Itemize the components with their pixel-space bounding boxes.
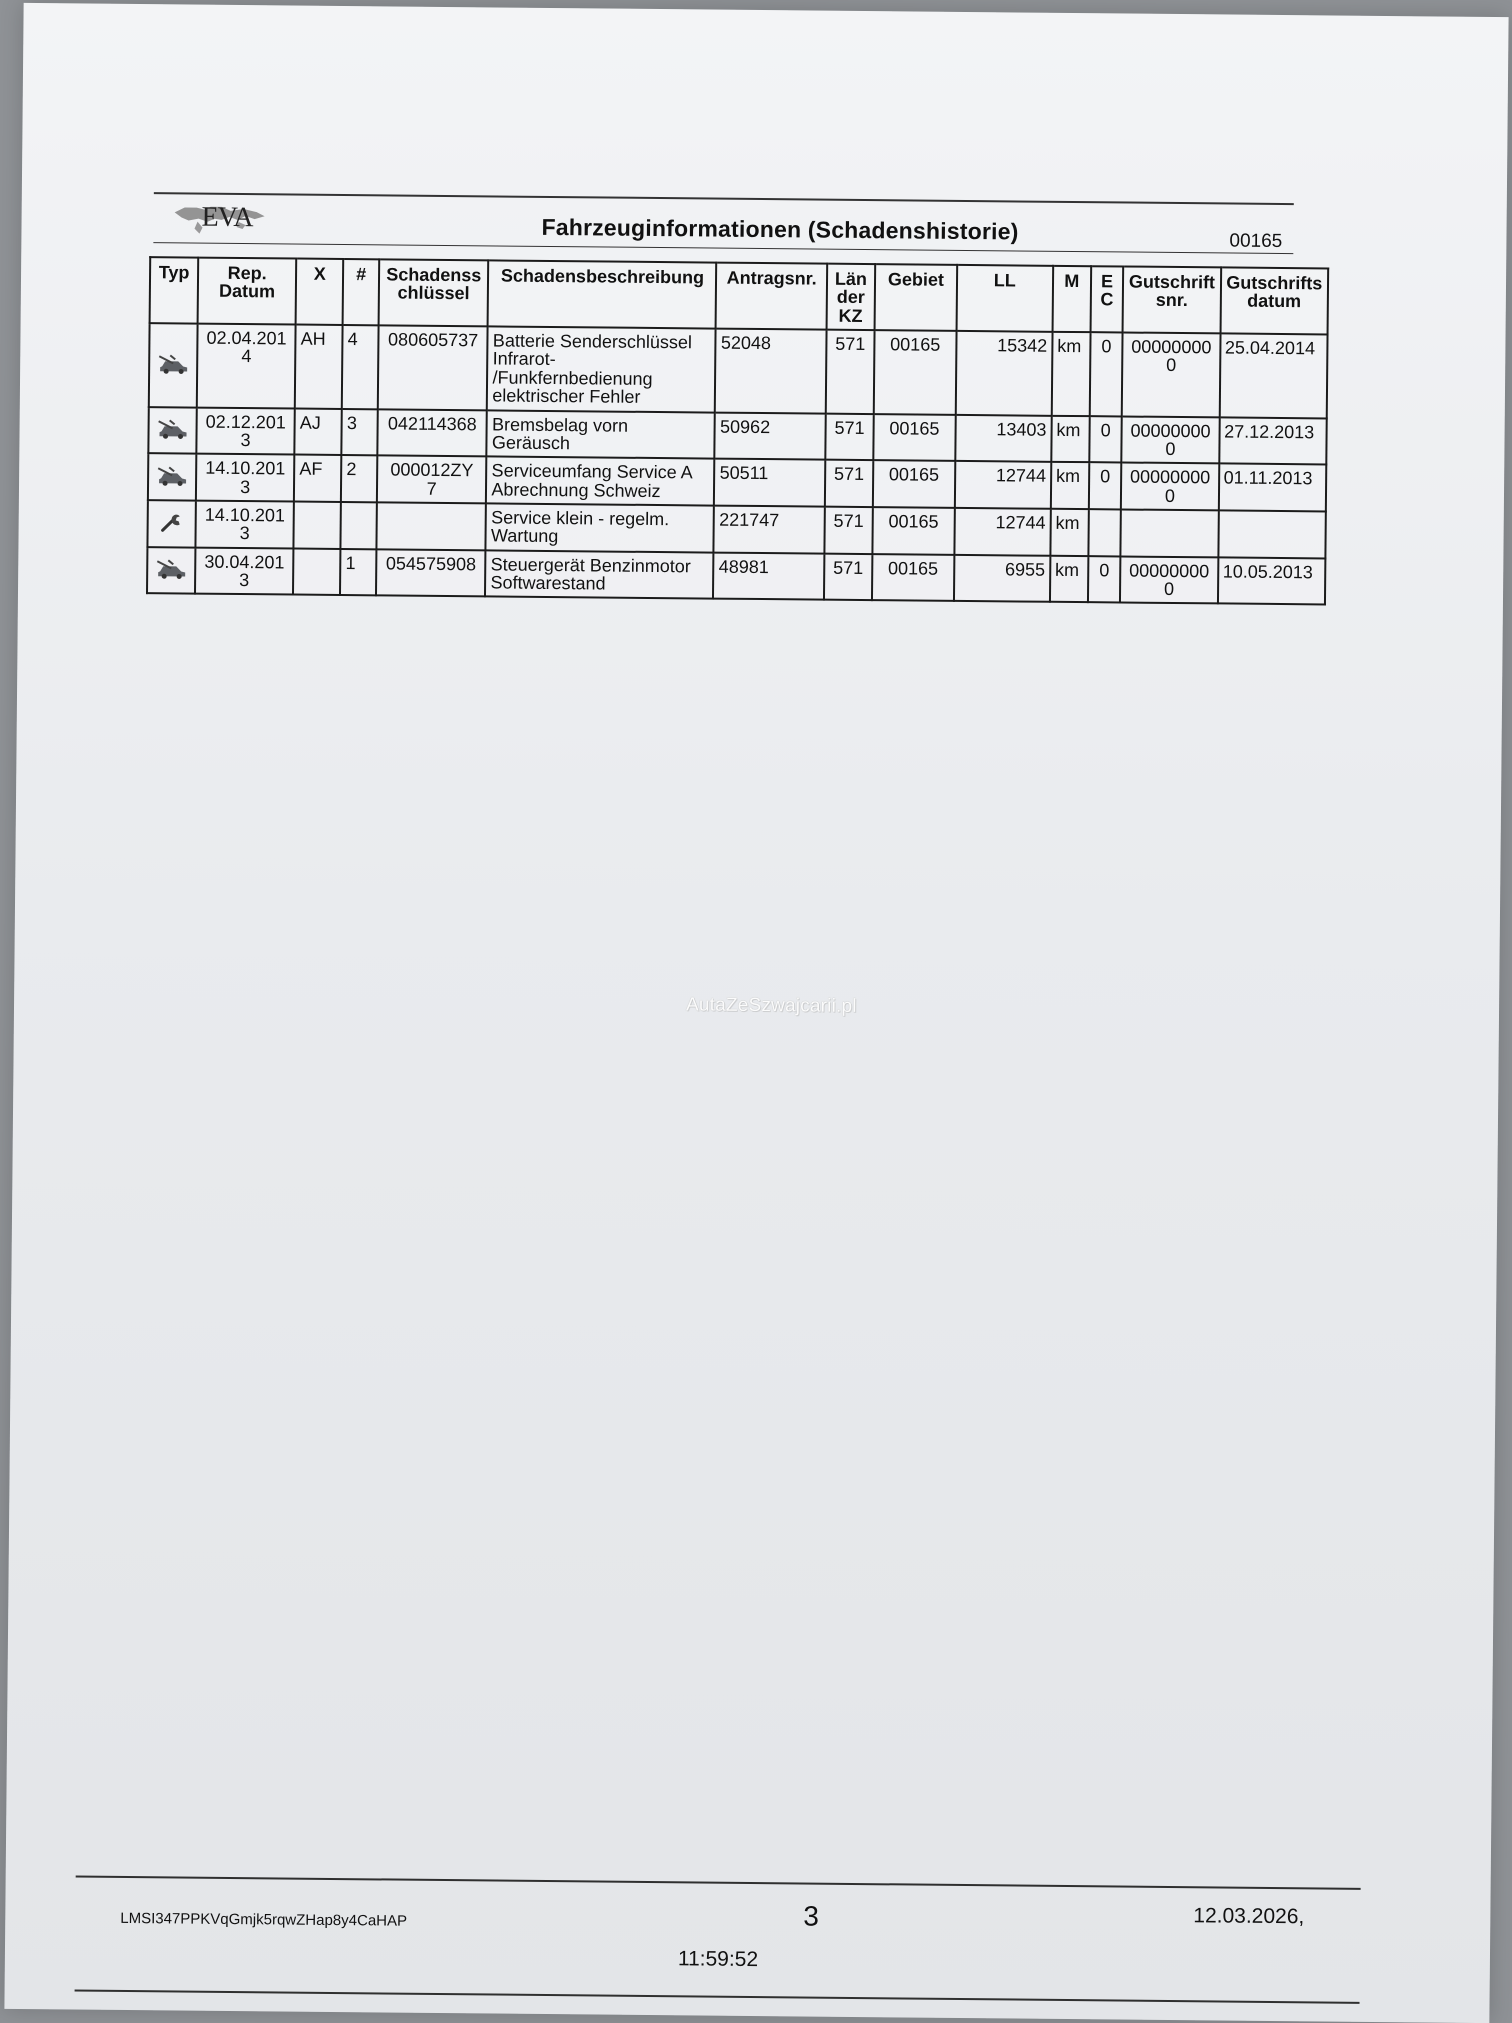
ll-cell: 13403 bbox=[955, 414, 1052, 462]
gebiet-cell: 00165 bbox=[872, 507, 954, 555]
laender-kz-cell: 571 bbox=[826, 330, 875, 414]
column-header: Gutschrifts datum bbox=[1220, 267, 1328, 334]
ec-cell: 0 bbox=[1089, 332, 1123, 416]
laender-kz-cell: 571 bbox=[824, 507, 872, 554]
gutschriftsnr-cell: 00000000 0 bbox=[1122, 416, 1220, 464]
gutschriftsnr-cell bbox=[1121, 509, 1219, 557]
laender-kz-cell: 571 bbox=[825, 413, 873, 460]
gebiet-cell: 00165 bbox=[874, 330, 957, 414]
rep-datum-cell: 30.04.201 3 bbox=[195, 547, 294, 595]
m-cell: km bbox=[1052, 332, 1091, 416]
watermark: AutaZeSzwajcarii.pl bbox=[685, 994, 857, 1017]
footer-rule-top bbox=[76, 1876, 1361, 1890]
nummer-cell: 2 bbox=[341, 455, 377, 502]
beschreibung-cell: Batterie Senderschlüssel Infrarot- /Funkfernbedienung elektrischer Fehler bbox=[487, 326, 716, 412]
rep-datum-cell: 14.10.201 3 bbox=[196, 454, 295, 502]
x-cell bbox=[293, 548, 340, 595]
type-cell bbox=[148, 407, 196, 454]
gutschriftsnr-cell: 00000000 0 bbox=[1120, 556, 1218, 604]
ll-cell: 12744 bbox=[955, 461, 1052, 509]
column-header: Rep. Datum bbox=[198, 258, 297, 325]
schadensschluessel-cell: 000012ZY 7 bbox=[377, 456, 487, 504]
schadensschluessel-cell bbox=[376, 502, 486, 550]
column-header: Gutschrift snr. bbox=[1123, 266, 1221, 333]
ll-cell: 15342 bbox=[955, 331, 1052, 415]
ll-cell: 6955 bbox=[954, 555, 1051, 603]
page-content bbox=[4, 3, 1508, 2023]
laender-kz-cell: 571 bbox=[824, 553, 872, 600]
rep-datum-cell: 02.04.201 4 bbox=[197, 324, 296, 408]
m-cell: km bbox=[1051, 415, 1089, 462]
ec-cell: 0 bbox=[1089, 416, 1122, 463]
footer-page-number: 3 bbox=[803, 1900, 820, 1932]
antragsnr-cell: 50511 bbox=[714, 459, 825, 507]
type-cell bbox=[148, 453, 196, 500]
type-cell bbox=[149, 323, 198, 407]
eva-logo bbox=[171, 197, 267, 238]
column-header: M bbox=[1052, 266, 1090, 332]
car-icon bbox=[156, 351, 190, 375]
column-header: Län der KZ bbox=[826, 264, 875, 331]
x-cell: AH bbox=[295, 325, 343, 409]
column-header: E C bbox=[1090, 266, 1123, 332]
nummer-cell bbox=[341, 502, 377, 549]
nummer-cell: 1 bbox=[340, 549, 376, 596]
gebiet-cell: 00165 bbox=[873, 414, 955, 462]
gutschriftsnr-cell: 00000000 0 bbox=[1122, 333, 1220, 417]
gutschriftsdatum-cell: 01.11.2013 bbox=[1218, 464, 1326, 512]
gebiet-cell: 00165 bbox=[873, 460, 955, 508]
gutschriftsdatum-cell: 27.12.2013 bbox=[1219, 417, 1327, 465]
schadensschluessel-cell: 080605737 bbox=[378, 325, 488, 409]
laender-kz-cell: 571 bbox=[825, 460, 873, 507]
m-cell: km bbox=[1050, 555, 1088, 602]
damage-history-table bbox=[146, 256, 1329, 606]
ec-cell bbox=[1088, 509, 1121, 556]
gebiet-cell: 00165 bbox=[872, 554, 954, 602]
schadensschluessel-cell: 054575908 bbox=[376, 549, 486, 597]
footer-time: 11:59:52 bbox=[677, 1947, 759, 1972]
table-header-row bbox=[150, 257, 1329, 334]
antragsnr-cell: 48981 bbox=[713, 552, 824, 600]
nummer-cell: 3 bbox=[342, 409, 378, 456]
footer-date: 12.03.2026, bbox=[1193, 1904, 1305, 1929]
schadensschluessel-cell: 042114368 bbox=[377, 409, 487, 457]
footer-rule-bottom bbox=[75, 1989, 1360, 2003]
table-row bbox=[149, 323, 1328, 418]
antragsnr-cell: 221747 bbox=[714, 506, 825, 554]
column-header: Gebiet bbox=[874, 264, 956, 331]
gutschriftsnr-cell: 00000000 0 bbox=[1121, 463, 1219, 511]
footer-document-id: LMSI347PPKVqGmjk5rqwZHap8y4CaHAP bbox=[120, 1909, 408, 1930]
nummer-cell: 4 bbox=[342, 325, 379, 409]
car-icon bbox=[155, 416, 189, 440]
beschreibung-cell: Steuergerät Benzinmotor Softwarestand bbox=[485, 550, 713, 599]
gutschriftsdatum-cell: 10.05.2013 bbox=[1217, 557, 1325, 605]
table-row bbox=[147, 547, 1325, 605]
type-cell bbox=[147, 547, 195, 594]
m-cell: km bbox=[1050, 509, 1088, 556]
column-header: Antragsnr. bbox=[716, 263, 827, 330]
column-header: Schadensbeschreibung bbox=[488, 260, 717, 328]
m-cell: km bbox=[1051, 462, 1089, 509]
column-header: # bbox=[343, 259, 379, 325]
page-code: 00165 bbox=[1229, 230, 1283, 253]
column-header: X bbox=[296, 259, 344, 326]
antragsnr-cell: 50962 bbox=[715, 412, 826, 460]
damage-history-table-wrap bbox=[146, 256, 1329, 606]
column-header: LL bbox=[956, 265, 1053, 332]
x-cell bbox=[294, 501, 341, 548]
rep-datum-cell: 14.10.201 3 bbox=[195, 501, 294, 549]
logo-text: EVA bbox=[201, 201, 253, 234]
beschreibung-cell: Service klein - regelm. Wartung bbox=[486, 503, 714, 552]
header-rule-top bbox=[154, 192, 1294, 205]
page-title: Fahrzeuginformationen (Schadenshistorie) bbox=[541, 213, 1019, 245]
beschreibung-cell: Serviceumfang Service A Abrechnung Schweiz bbox=[486, 457, 714, 506]
gutschriftsdatum-cell: 25.04.2014 bbox=[1219, 333, 1327, 417]
antragsnr-cell: 52048 bbox=[715, 329, 826, 413]
wrench-icon bbox=[155, 510, 189, 534]
column-header: Typ bbox=[150, 257, 199, 324]
column-header: Schadenss chlüssel bbox=[379, 259, 489, 326]
gutschriftsdatum-cell bbox=[1218, 510, 1326, 558]
x-cell: AF bbox=[294, 455, 341, 502]
rep-datum-cell: 02.12.201 3 bbox=[196, 407, 295, 455]
type-cell bbox=[147, 500, 195, 547]
x-cell: AJ bbox=[295, 408, 342, 455]
beschreibung-cell: Bremsbelag vorn Geräusch bbox=[487, 410, 715, 459]
ec-cell: 0 bbox=[1089, 462, 1122, 509]
ll-cell: 12744 bbox=[954, 508, 1051, 556]
table-body bbox=[147, 323, 1328, 605]
paper-sheet bbox=[4, 3, 1508, 2023]
car-icon bbox=[154, 557, 188, 581]
header-rule-bottom bbox=[153, 242, 1293, 254]
ec-cell: 0 bbox=[1088, 556, 1121, 603]
car-icon bbox=[155, 463, 189, 487]
